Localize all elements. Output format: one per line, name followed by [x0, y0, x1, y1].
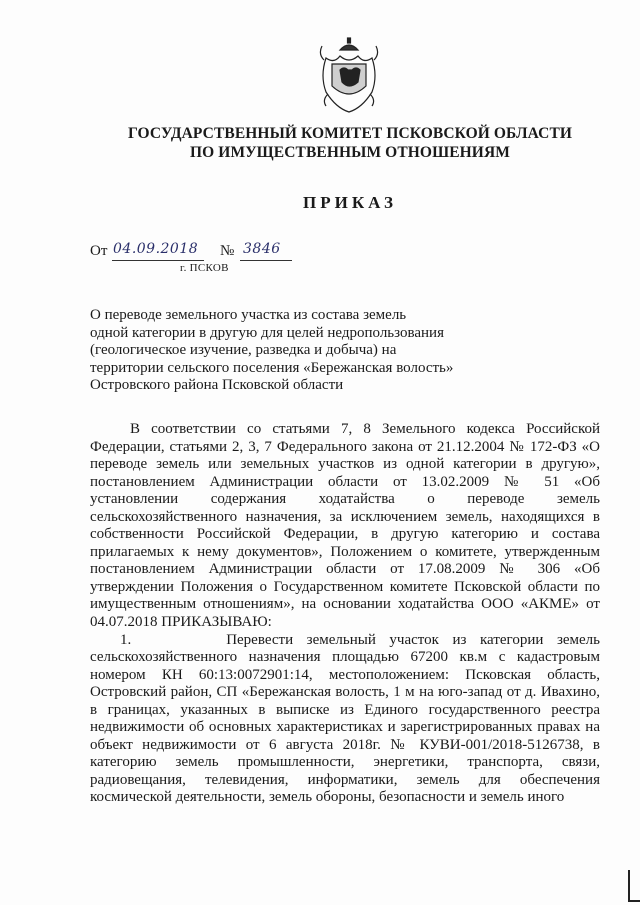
subject-line: одной категории в другую для целей недропользования: [90, 324, 444, 341]
order-body: [90, 421, 600, 807]
subject-line: О переводе земельного участка из состава земель: [90, 307, 407, 323]
subject-line: территории сельского поселения «Бережанская волость»: [90, 359, 454, 376]
order-subject: [90, 307, 490, 395]
number-label: №: [220, 243, 235, 259]
date-label: От: [90, 243, 108, 259]
preamble-paragraph: В соответствии со статьями 7, 8 Земельного кодекса Российской Федерации, статьями 2, 3, 7 Федерального закона от 21.12.2004 № 172-ФЗ «О переводе земель или земельных участков из одной категории в другую», постановлением Администрации области от 13.02.2009 № 51 «Об установлении содержания ходатайства о переводе земель сельскохозяйственного назначения, за исключением земель, находящихся в собственности Российской Федерации, в другую категорию и состава прилагаемых к нему документов», Положением о комитете, утвержденным постановлением Администрации области от 17.08.2009 № 306 «Об утверждении Положения о Государственном комитете Псковской области по имущественным отношениям», на основании ходатайства ООО «АКМЕ» от 04.07.2018 ПРИКАЗЫВАЮ:: [90, 421, 600, 631]
subject-line: Островского района Псковской области: [90, 377, 344, 394]
order-meta: [90, 243, 350, 279]
handwritten-number: 3846: [243, 241, 281, 257]
page-corner-mark: [628, 870, 640, 902]
organization-name-line2: ПО ИМУЩЕСТВЕННЫМ ОТНОШЕНИЯМ: [190, 144, 510, 161]
coat-of-arms-emblem: [318, 36, 380, 114]
city-label: г. ПСКОВ: [180, 262, 229, 274]
order-item-1: 1. Перевести земельный участок из категории земель сельскохозяйственного назначения площадью 67200 кв.м с кадастровым номером КН 60:13:0072901:14, местоположением: Псковская область, Островский район, СП «Бережанская волость, 1 м на юго-запад от д. Ивахино, в границах, указанных в выписке из Единого государственного реестра недвижимости об основных характеристиках и зарегистрированных правах на объект недвижимости от 6 августа 2018г. № КУВИ-001/2018-5126738, в категорию земель промышленности, энергетики, транспорта, связи, радиовещания, телевидения, информатики, земель для обеспечения космической деятельности, земель обороны, безопасности и земель иного: [90, 631, 600, 806]
organization-name-line1: ГОСУДАРСТВЕННЫЙ КОМИТЕТ ПСКОВСКОЙ ОБЛАСТИ: [127, 125, 573, 142]
organization-name: [100, 124, 600, 162]
handwritten-date: 04.09.2018: [113, 241, 199, 257]
subject-line: (геологическое изучение, разведка и добыча) на: [90, 342, 397, 359]
number-underline: [240, 260, 292, 261]
date-underline: [112, 260, 204, 261]
document-type-title: ПРИКАЗ: [303, 193, 397, 212]
